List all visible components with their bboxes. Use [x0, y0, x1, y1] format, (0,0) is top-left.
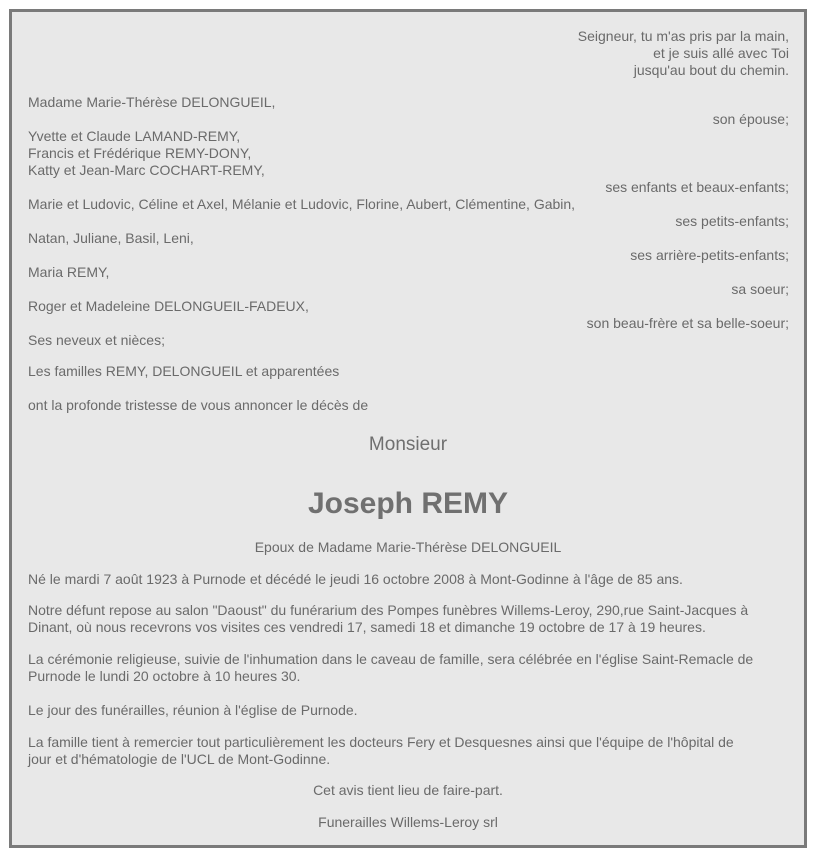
deceased-name: Joseph REMY	[307, 487, 509, 520]
funeral-day-paragraph: Le jour des funérailles, réunion à l'église de Purnode.	[28, 702, 358, 718]
quote-line-2: et je suis allé avec Toi	[653, 45, 789, 61]
child-2: Francis et Frédérique REMY-DONY,	[28, 145, 252, 161]
quote-line-3: jusqu'au bout du chemin.	[633, 62, 789, 78]
spouse-of: Epoux de Madame Marie-Thérèse DELONGUEIL	[254, 539, 562, 555]
thanks-paragraph-line-1: La famille tient à remercier tout particulièrement les docteurs Fery et Desquesnes ainsi que l'équipe de l'hôpital de	[28, 734, 734, 750]
grandchildren-role: ses petits-enfants;	[675, 213, 789, 229]
birth-death-paragraph: Né le mardi 7 août 1923 à Purnode et décédé le jeudi 16 octobre 2008 à Mont-Godinne à l'âge de 85 ans.	[28, 571, 683, 587]
grandchildren: Marie et Ludovic, Céline et Axel, Mélanie et Ludovic, Florine, Aubert, Clémentine, Gabin,	[28, 196, 576, 212]
sister-role: sa soeur;	[731, 281, 789, 297]
notice-text: Cet avis tient lieu de faire-part.	[313, 782, 503, 798]
rest-paragraph-line-1: Notre défunt repose au salon "Daoust" du funérarium des Pompes funèbres Willems-Leroy, 290,rue Saint-Jacques à	[28, 602, 749, 618]
nephews-nieces: Ses neveux et nièces;	[28, 332, 165, 348]
quote-line-1: Seigneur, tu m'as pris par la main,	[577, 28, 789, 44]
ceremony-paragraph-line-1: La cérémonie religieuse, suivie de l'inhumation dans le caveau de famille, sera célébrée en l'église Saint-Remacle de	[28, 651, 754, 667]
obituary-notice	[9, 9, 807, 848]
salutation: Monsieur	[368, 434, 448, 455]
announcement: ont la profonde tristesse de vous annoncer le décès de	[28, 397, 369, 413]
funeral-company: Funerailles Willems-Leroy srl	[318, 814, 498, 830]
spouse-name: Madame Marie-Thérèse DELONGUEIL,	[28, 94, 276, 110]
spouse-role: son épouse;	[712, 111, 789, 127]
rest-paragraph-line-2: Dinant, où nous recevrons vos visites ces vendredi 17, samedi 18 et dimanche 19 octobre de 17 à 19 heures.	[28, 619, 706, 635]
in-laws-role: son beau-frère et sa belle-soeur;	[586, 315, 789, 331]
great-grandchildren: Natan, Juliane, Basil, Leni,	[28, 230, 194, 246]
families: Les familles REMY, DELONGUEIL et apparentées	[28, 363, 340, 379]
children-role: ses enfants et beaux-enfants;	[605, 179, 789, 195]
ceremony-paragraph-line-2: Purnode le lundi 20 octobre à 10 heures 30.	[28, 668, 301, 684]
sister: Maria REMY,	[28, 264, 110, 280]
great-grandchildren-role: ses arrière-petits-enfants;	[630, 247, 789, 263]
child-1: Yvette et Claude LAMAND-REMY,	[28, 128, 241, 144]
in-laws: Roger et Madeleine DELONGUEIL-FADEUX,	[28, 298, 309, 314]
thanks-paragraph-line-2: jour et d'hématologie de l'UCL de Mont-Godinne.	[28, 751, 331, 767]
child-3: Katty et Jean-Marc COCHART-REMY,	[28, 162, 265, 178]
